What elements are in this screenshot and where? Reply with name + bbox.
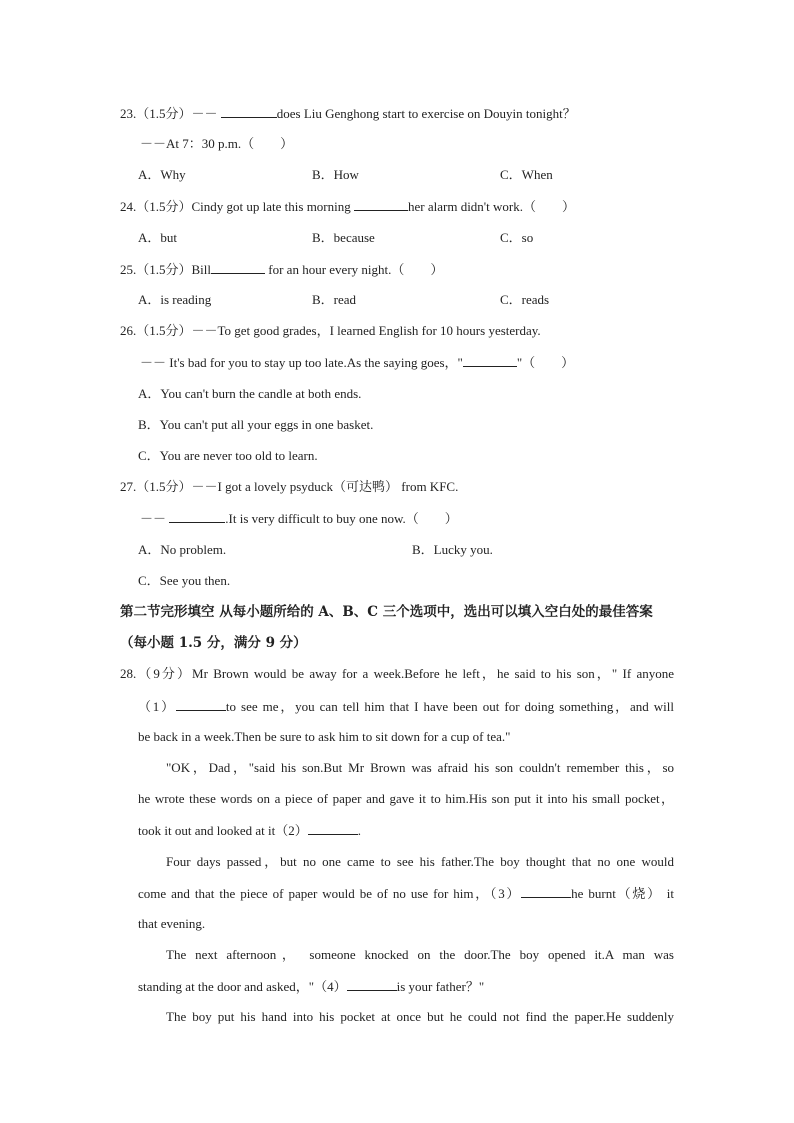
option-a[interactable]: A．but — [138, 230, 178, 245]
passage-line: （1） to see me，you can tell him that I have been out for doing something，and will — [138, 699, 674, 714]
passage-line: "OK，Dad，"said his son.But Mr Brown was afraid his son couldn't remember this，so — [166, 760, 674, 775]
option-b[interactable]: B．Lucky you. — [412, 542, 493, 557]
passage-line: come and that the piece of paper would be of no use for him，（3） he burnt（烧） it — [138, 886, 675, 901]
answer-blank[interactable] — [176, 697, 226, 711]
question-24-stem: 24.（1.5分）Cindy got up late this morning her alarm didn't work.（ ） — [120, 199, 575, 214]
section-subheading: （每小题 1.5 分，满分 9 分） — [120, 635, 307, 651]
question-26-stem: 26.（1.5分）－－To get good grades，I learned English for 10 hours yesterday. — [120, 323, 541, 338]
question-23-reply: －－At 7：30 p.m.（ ） — [140, 136, 294, 151]
passage-line: took it out and looked at it（2） . — [138, 823, 361, 838]
answer-blank[interactable] — [169, 509, 225, 523]
passage-line: The boy put his hand into his pocket at once but he could not find the paper.He suddenly — [166, 1009, 674, 1024]
option-b[interactable]: B．read — [312, 292, 357, 307]
question-25-stem: 25.（1.5分）Bill for an hour every night.（ ） — [120, 262, 444, 277]
question-27-reply: －－ .It is very difficult to buy one now.（ ） — [140, 511, 458, 526]
option-a[interactable]: A．is reading — [138, 292, 212, 307]
passage-line: The next afternoon， someone knocked on the door.The boy opened it.A man was — [166, 947, 674, 962]
question-27-stem: 27.（1.5分）－－I got a lovely psyduck（可达鸭） from KFC. — [120, 479, 459, 494]
question-23-stem: 23.（1.5分）－－ does Liu Genghong start to exercise on Douyin tonight？ — [120, 106, 576, 121]
option-b[interactable]: B．because — [312, 230, 375, 245]
option-c[interactable]: C．You are never too old to learn. — [138, 448, 318, 463]
answer-blank[interactable] — [463, 353, 517, 367]
option-c[interactable]: C．so — [500, 230, 534, 245]
passage-line: he wrote these words on a piece of paper and gave it to him.His son put it into his small pocket， — [138, 791, 674, 806]
option-b[interactable]: B．You can't put all your eggs in one basket. — [138, 417, 374, 432]
passage-line: Four days passed，but no one came to see his father.The boy thought that no one would — [166, 854, 674, 869]
passage-line: 28.（9分）Mr Brown would be away for a week.Before he left，he said to his son，" If anyone — [120, 666, 674, 681]
answer-blank[interactable] — [347, 977, 397, 991]
answer-blank[interactable] — [211, 260, 265, 274]
option-a[interactable]: A．You can't burn the candle at both ends. — [138, 386, 362, 401]
passage-line: that evening. — [138, 916, 206, 931]
option-a[interactable]: A．No problem. — [138, 542, 227, 557]
answer-blank[interactable] — [521, 884, 571, 898]
option-c[interactable]: C．reads — [500, 292, 550, 307]
passage-line: be back in a week.Then be sure to ask him to sit down for a cup of tea." — [138, 729, 511, 744]
option-c[interactable]: C．See you then. — [138, 573, 231, 588]
answer-blank[interactable] — [354, 197, 408, 211]
option-a[interactable]: A．Why — [138, 167, 186, 182]
option-c[interactable]: C．When — [500, 167, 553, 182]
answer-blank[interactable] — [221, 104, 277, 118]
answer-blank[interactable] — [308, 821, 358, 835]
question-26-reply: －－ It's bad for you to stay up too late.As the saying goes，" "（ ） — [140, 355, 575, 370]
passage-line: standing at the door and asked，"（4） is your father？" — [138, 979, 485, 994]
section-heading: 第二节完形填空 从每小题所给的 A、B、C 三个选项中，选出可以填入空白处的最佳答案 — [120, 604, 653, 620]
option-b[interactable]: B．How — [312, 167, 359, 182]
